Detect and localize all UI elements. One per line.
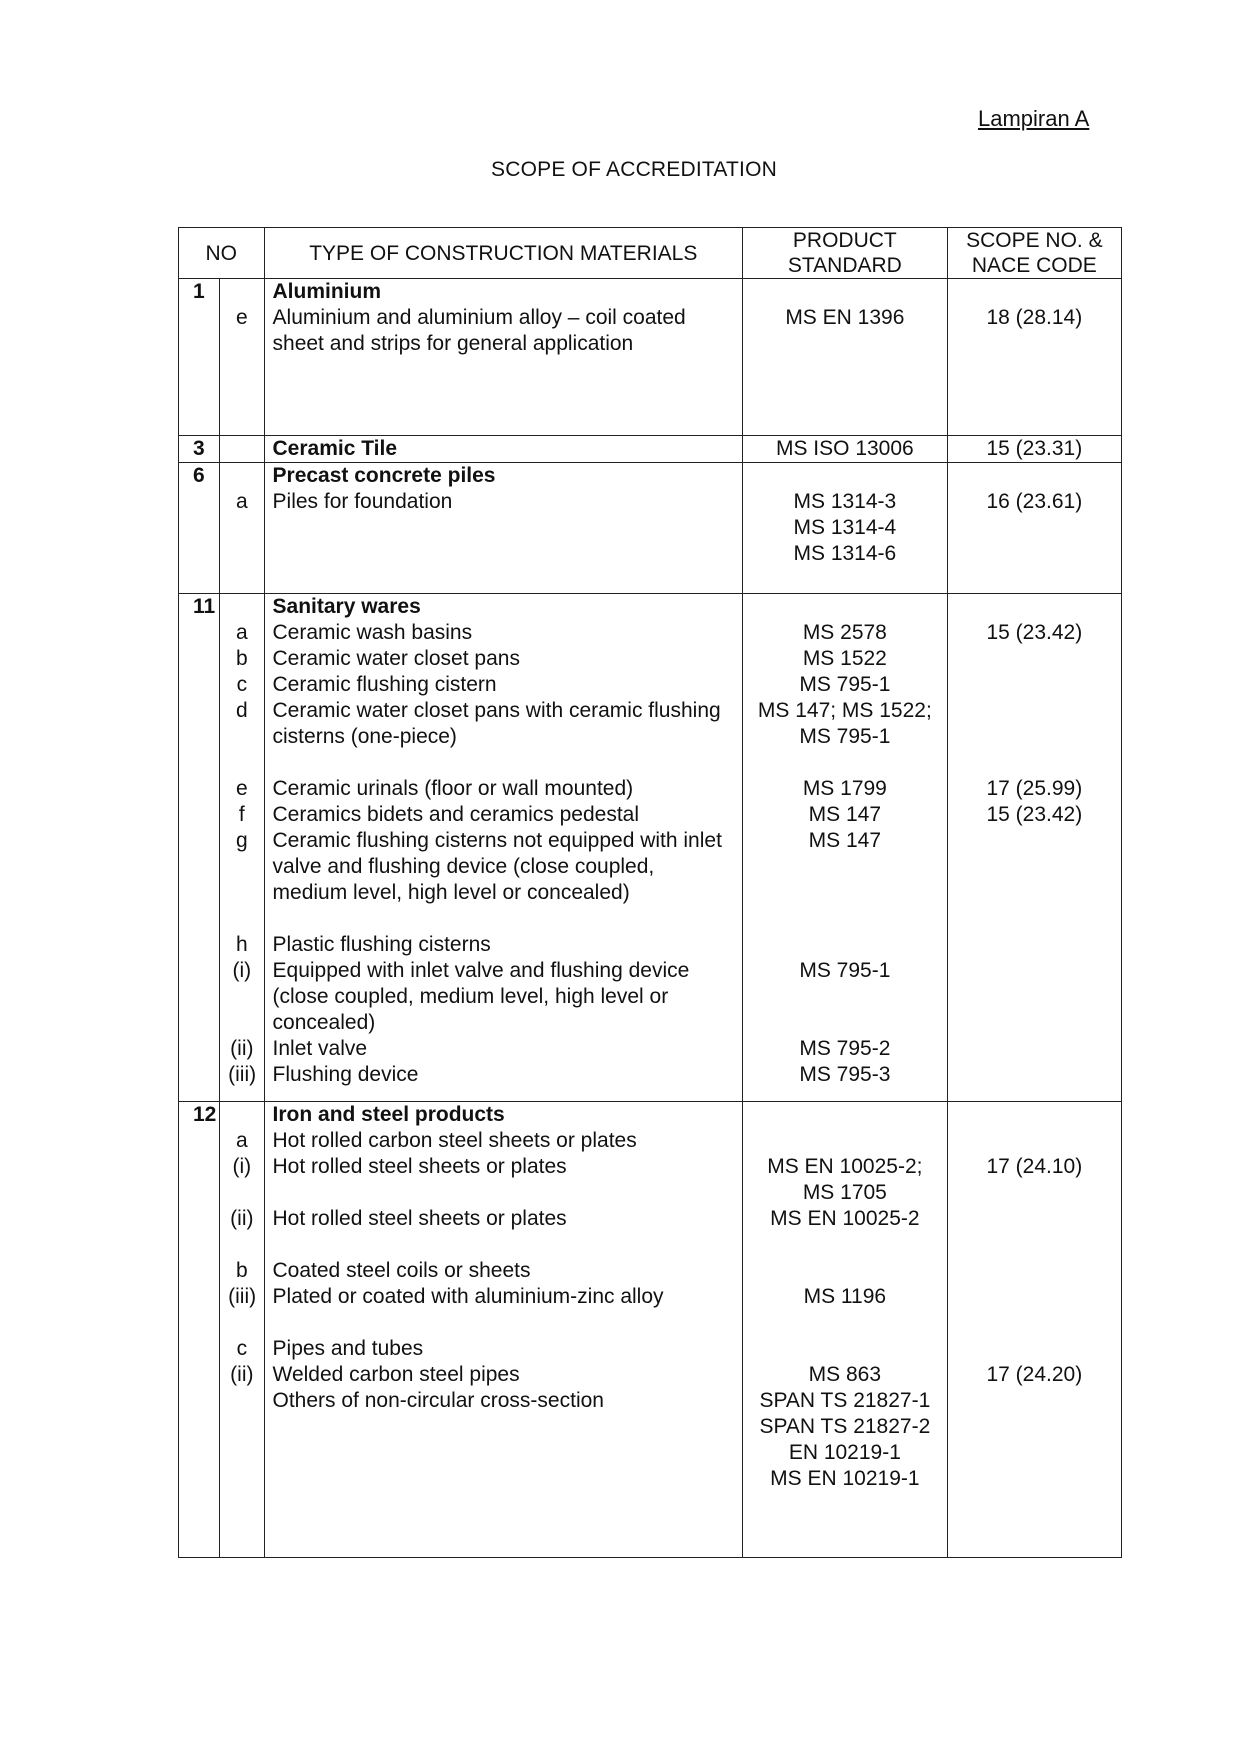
product-standard: MS EN 10025-2; MS 1705: [767, 1155, 923, 1204]
nace-code: 17 (25.99): [986, 777, 1083, 800]
product-standard: MS 795-2: [799, 1037, 891, 1060]
spacer: [228, 1310, 255, 1336]
product-standard: MS 1314-3 MS 1314-4 MS 1314-6: [793, 490, 897, 565]
sub-label: e: [235, 306, 248, 329]
sub-label: (iii): [228, 1285, 257, 1308]
material-text: Plastic flushing cisterns: [272, 933, 491, 956]
material-text: Piles for foundation: [272, 490, 453, 513]
cell-sub: [220, 594, 264, 1102]
sub-label: (i): [232, 959, 252, 982]
spacer: [956, 1088, 1113, 1101]
product-standard: SPAN TS 21827-1 SPAN TS 21827-2 EN 10219-1 MS EN 10219-1: [759, 1389, 931, 1490]
material-text: Ceramic water closet pans with ceramic flushing cisterns (one-piece): [272, 699, 721, 748]
header-nace: SCOPE NO. & NACE CODE: [947, 228, 1121, 279]
nace-code: [956, 1102, 1113, 1128]
sub-label: a: [235, 621, 248, 644]
cell-no: [179, 279, 220, 436]
spacer: [193, 1128, 211, 1193]
product-standard: [751, 1336, 939, 1362]
table-header-row: [179, 228, 1122, 279]
cell-no: [179, 436, 220, 463]
nace-code: [956, 1036, 1113, 1062]
nace-code: 17 (24.20): [986, 1363, 1083, 1386]
spacer: [956, 750, 1113, 776]
material-text: Coated steel coils or sheets: [272, 1259, 531, 1282]
material-text: Ceramic flushing cisterns not equipped with inlet valve and flushing device (close coupled, medium level, high level or concealed): [272, 829, 722, 904]
spacer: [273, 409, 735, 435]
sub-label: f: [238, 803, 245, 826]
product-standard: MS 795-1: [799, 673, 891, 696]
spacer: [273, 1310, 735, 1336]
product-standard: [751, 463, 939, 489]
nace-code: [956, 698, 1113, 750]
spacer: [273, 1492, 735, 1557]
nace-code: [956, 1284, 1113, 1310]
spacer: [751, 1232, 939, 1258]
cell-nace: [947, 1102, 1121, 1558]
material-text: Ceramics bidets and ceramics pedestal: [272, 803, 640, 826]
nace-code: [956, 1258, 1113, 1284]
cell-std: [743, 594, 948, 1102]
product-standard: MS 2578: [802, 621, 887, 644]
nace-code: [956, 463, 1113, 489]
nace-code: 15 (23.31): [986, 437, 1083, 460]
sub-label: [228, 1388, 255, 1492]
material-text: Hot rolled carbon steel sheets or plates: [272, 1129, 637, 1152]
spacer: [273, 1088, 735, 1101]
spacer: [228, 567, 255, 593]
table-row: [179, 279, 1122, 436]
material-text: Welded carbon steel pipes: [272, 1363, 520, 1386]
material-text: Ceramic wash basins: [272, 621, 473, 644]
material-text: Equipped with inlet valve and flushing device (close coupled, medium level, high level or concealed): [272, 959, 690, 1034]
cell-type: [264, 594, 743, 1102]
product-standard: MS 147; MS 1522; MS 795-1: [757, 699, 932, 748]
cell-no: [179, 1102, 220, 1558]
cell-no: [179, 594, 220, 1102]
material-text: Precast concrete piles: [272, 464, 496, 487]
spacer: [751, 1492, 939, 1557]
nace-code: [956, 279, 1113, 305]
nace-code: 15 (23.42): [986, 803, 1083, 826]
sub-label: (ii): [230, 1207, 254, 1230]
nace-code: [956, 1128, 1113, 1154]
material-text: Aluminium: [272, 280, 382, 303]
spacer: [751, 1310, 939, 1336]
nace-code: 17 (24.10): [986, 1155, 1083, 1178]
spacer: [193, 305, 211, 331]
cell-type: [264, 1102, 743, 1558]
row-number: 1: [193, 280, 205, 303]
material-text: Ceramic Tile: [272, 437, 398, 460]
product-standard: MS EN 1396: [785, 306, 905, 329]
product-standard: MS ISO 13006: [775, 437, 914, 460]
spacer: [228, 1492, 255, 1557]
material-text: Others of non-circular cross-section: [272, 1389, 604, 1412]
nace-code: [956, 932, 1113, 958]
material-text: Inlet valve: [272, 1037, 368, 1060]
product-standard: [751, 594, 939, 620]
sub-label: (ii): [230, 1037, 254, 1060]
cell-type: [264, 436, 743, 463]
table-row: [179, 1102, 1122, 1558]
spacer: [228, 1088, 255, 1101]
table-body: [179, 279, 1122, 1558]
spacer: [956, 1492, 1113, 1557]
row-number: 3: [193, 437, 205, 460]
spacer: [956, 1310, 1113, 1336]
material-text: Hot rolled steel sheets or plates: [272, 1155, 567, 1178]
sub-label: h: [235, 933, 248, 956]
spacer: [751, 409, 939, 435]
sub-label: b: [235, 647, 248, 670]
sub-label: a: [235, 490, 248, 513]
cell-nace: [947, 463, 1121, 594]
table-row: [179, 594, 1122, 1102]
spacer: [193, 489, 211, 515]
material-text: Flushing device: [272, 1063, 419, 1086]
nace-code: [956, 1206, 1113, 1232]
spacer: [228, 750, 255, 776]
table-row: [179, 436, 1122, 463]
nace-code: 15 (23.42): [986, 621, 1083, 644]
sub-label: [228, 594, 255, 620]
annex-label: Lampiran A: [978, 106, 1090, 131]
header-no: NO: [179, 228, 265, 279]
sub-label: e: [235, 777, 248, 800]
sub-label: (iii): [228, 1063, 257, 1086]
spacer: [228, 1232, 255, 1258]
material-text: Ceramic water closet pans: [272, 647, 520, 670]
material-text: Sanitary wares: [272, 595, 421, 618]
scope-table: [178, 227, 1122, 1558]
spacer: [751, 567, 939, 593]
product-standard: [751, 1128, 939, 1154]
sub-label: b: [235, 1259, 248, 1282]
cell-sub: [220, 463, 264, 594]
nace-code: [956, 1062, 1113, 1088]
sub-label: [228, 463, 255, 489]
cell-type: [264, 463, 743, 594]
sub-label: a: [235, 1129, 248, 1152]
row-number: 6: [193, 464, 205, 487]
sub-label: [228, 436, 255, 462]
nace-code: [956, 594, 1113, 620]
table-row: [179, 463, 1122, 594]
cell-std: [743, 463, 948, 594]
cell-std: [743, 1102, 948, 1558]
nace-code: [956, 828, 1113, 932]
product-standard: MS 795-3: [799, 1063, 891, 1086]
product-standard: MS 1799: [802, 777, 887, 800]
material-text: Ceramic urinals (floor or wall mounted): [272, 777, 634, 800]
product-standard: MS 147: [808, 803, 882, 826]
nace-code: [956, 646, 1113, 672]
sub-label: [228, 1102, 255, 1128]
spacer: [751, 750, 939, 776]
sub-label: c: [236, 1337, 248, 1360]
cell-nace: [947, 279, 1121, 436]
cell-std: [743, 436, 948, 463]
material-text: Aluminium and aluminium alloy – coil coated sheet and strips for general application: [272, 306, 686, 355]
cell-nace: [947, 436, 1121, 463]
product-standard: MS 1522: [802, 647, 887, 670]
sub-label: c: [236, 673, 248, 696]
material-text: Plated or coated with aluminium-zinc alloy: [272, 1285, 664, 1308]
nace-code: 16 (23.61): [986, 490, 1083, 513]
spacer: [273, 567, 735, 593]
header-type: TYPE OF CONSTRUCTION MATERIALS: [264, 228, 743, 279]
product-standard: MS 795-1: [799, 959, 891, 982]
cell-sub: [220, 279, 264, 436]
product-standard: MS 1196: [803, 1285, 887, 1308]
cell-nace: [947, 594, 1121, 1102]
spacer: [273, 750, 735, 776]
material-text: Iron and steel products: [272, 1103, 505, 1126]
spacer: [956, 409, 1113, 435]
cell-no: [179, 463, 220, 594]
product-standard: [751, 1258, 939, 1284]
sub-label: d: [235, 699, 248, 722]
product-standard: MS EN 10025-2: [770, 1207, 920, 1230]
document-title: SCOPE OF ACCREDITATION: [491, 158, 777, 181]
spacer: [956, 567, 1113, 593]
row-number: 11: [193, 595, 216, 618]
nace-code: [956, 672, 1113, 698]
product-standard: [751, 932, 939, 958]
cell-std: [743, 279, 948, 436]
material-text: Ceramic flushing cistern: [272, 673, 497, 696]
spacer: [751, 1088, 939, 1101]
sub-label: (i): [232, 1155, 252, 1178]
row-number: 12: [193, 1103, 217, 1126]
nace-code: [956, 1388, 1113, 1492]
sub-label: (ii): [230, 1363, 254, 1386]
nace-code: [956, 958, 1113, 1036]
product-standard: [751, 1102, 939, 1128]
material-text: Hot rolled steel sheets or plates: [272, 1207, 567, 1230]
header-standard: PRODUCT STANDARD: [743, 228, 948, 279]
material-text: Pipes and tubes: [272, 1337, 424, 1360]
nace-code: 18 (28.14): [986, 306, 1083, 329]
product-standard: MS 863: [808, 1363, 882, 1386]
sub-label: [228, 279, 255, 305]
spacer: [193, 620, 211, 633]
cell-type: [264, 279, 743, 436]
spacer: [273, 1232, 735, 1258]
product-standard: MS 147: [808, 829, 882, 852]
cell-sub: [220, 1102, 264, 1558]
sub-label: g: [235, 829, 248, 852]
spacer: [956, 1232, 1113, 1258]
product-standard: [751, 279, 939, 305]
cell-sub: [220, 436, 264, 463]
nace-code: [956, 1336, 1113, 1362]
spacer: [228, 409, 255, 435]
